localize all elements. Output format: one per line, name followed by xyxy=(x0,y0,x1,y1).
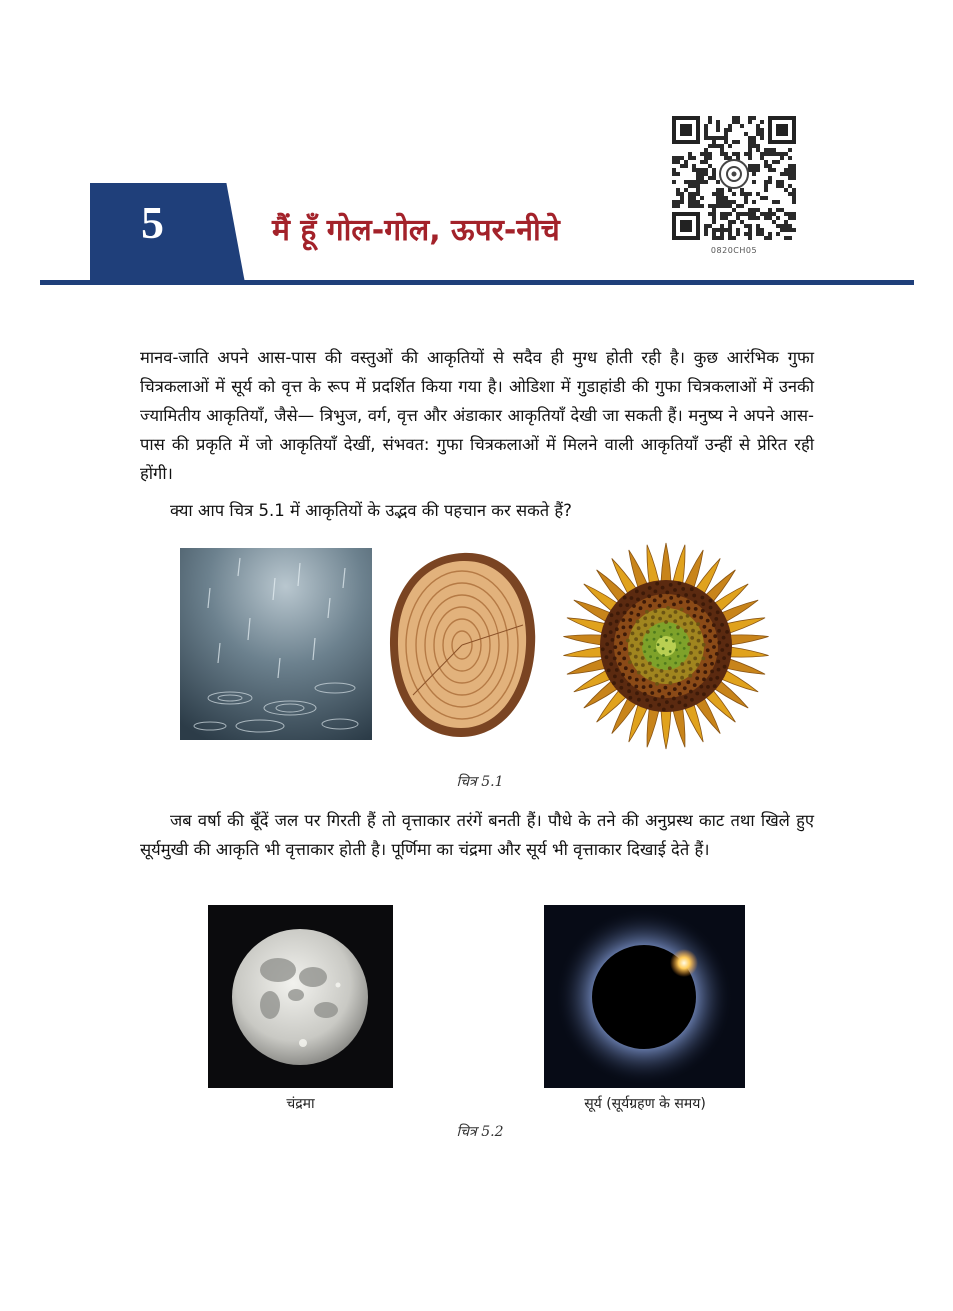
question-paragraph: क्या आप चित्र 5.1 में आकृतियों के उद्भव की पहचान कर सकते हैं? xyxy=(170,501,572,520)
chapter-number: 5 xyxy=(141,197,164,248)
tree-trunk-cross-section-image xyxy=(383,545,543,745)
qr-code-graphic xyxy=(668,112,800,244)
sunflower-image xyxy=(555,535,777,757)
moon-image xyxy=(208,905,393,1088)
header-rule xyxy=(40,280,914,285)
qr-finder-top-left xyxy=(672,116,700,144)
qr-code-label: 0820CH05 xyxy=(710,246,758,255)
moon-label: चंद्रमा xyxy=(286,1096,315,1112)
qr-finder-top-right xyxy=(768,116,796,144)
observation-paragraph: जब वर्षा की बूँदें जल पर गिरती हैं तो वृत्ताकार तरंगें बनती हैं। पौधे के तने की अनुप्रस्थ काट तथा खिले हुए सूर्यमुखी की आकृति भी वृत्ताकार होती है। पूर्णिमा का चंद्रमा और सूर्य भी वृत्ताकार दिखाई देते हैं। xyxy=(140,811,814,859)
figure-5-2-caption: चित्र 5.2 xyxy=(456,1124,504,1140)
rain-ripples-image xyxy=(180,548,372,740)
sun-label: सूर्य (सूर्यग्रहण के समय) xyxy=(584,1096,706,1112)
solar-eclipse-image xyxy=(544,905,745,1088)
qr-finder-bottom-left xyxy=(672,212,700,240)
intro-paragraph: मानव-जाति अपने आस-पास की वस्तुओं की आकृतियों से सदैव ही मुग्ध होती रही है। कुछ आरंभिक गुफा चित्रकलाओं में सूर्य को वृत्त के रूप में प्रदर्शित किया गया है। ओडिशा में गुडाहांडी की गुफा चित्रकलाओं में उनकी ज्यामितीय आकृतियाँ, जैसे— त्रिभुज, वर्ग, वृत्त और अंडाकार आकृतियाँ देखी जा सकती हैं। मनुष्य ने अपने आस-पास की प्रकृति में जो आकृतियाँ देखीं, संभवत: गुफा चित्रकलाओं में मिलने वाली आकृतियाँ उन्हीं से प्रेरित रही होंगी। xyxy=(140,348,814,483)
qr-code[interactable] xyxy=(668,112,800,244)
chapter-title: मैं हूँ गोल-गोल, ऊपर-नीचे xyxy=(272,213,560,248)
figure-5-1-caption: चित्र 5.1 xyxy=(456,774,504,790)
